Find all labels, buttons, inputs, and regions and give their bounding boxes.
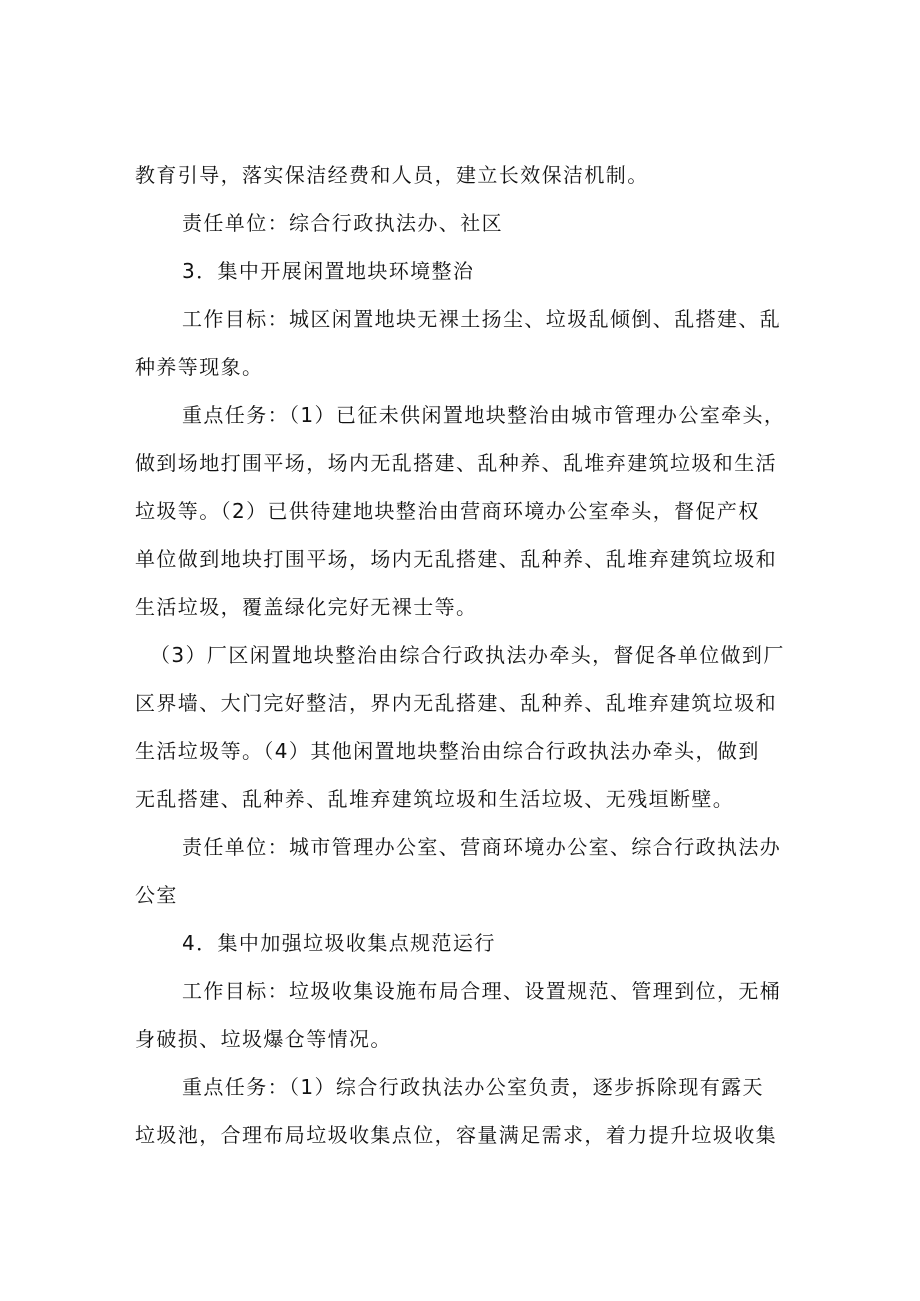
paragraph-line: 工作目标：垃圾收集设施布局合理、设置规范、管理到位，无桶 (182, 979, 782, 1003)
paragraph-line: 重点任务：（1）已征未供闲置地块整治由城市管理办公室牵头， (182, 403, 786, 427)
paragraph-line: 教育引导，落实保洁经费和人员，建立长效保洁机制。 (135, 163, 649, 187)
paragraph-line: （3）厂区闲置地块整治由综合行政执法办牵头，督促各单位做到厂 (150, 643, 785, 667)
paragraph-line: 生活垃圾等。（4）其他闲置地块整治由综合行政执法办牵头，做到 (135, 739, 760, 763)
paragraph-line: 无乱搭建、乱种养、乱堆弃建筑垃圾和生活垃圾、无残垣断壁。 (135, 787, 735, 811)
paragraph-line: 公室 (135, 883, 178, 907)
paragraph-line: 生活垃圾，覆盖绿化完好无裸士等。 (135, 595, 478, 619)
paragraph-line: 身破损、垃圾爆仓等情况。 (135, 1027, 392, 1051)
paragraph-line: 工作目标：城区闲置地块无裸土扬尘、垃圾乱倾倒、乱搭建、乱 (182, 307, 782, 331)
paragraph-line: 垃圾池，合理布局垃圾收集点位，容量满足需求，着力提升垃圾收集 (135, 1123, 777, 1147)
paragraph-line: 单位做到地块打围平场，场内无乱搭建、乱种养、乱堆弃建筑垃圾和 (135, 547, 777, 571)
paragraph-line: 责任单位：城市管理办公室、营商环境办公室、综合行政执法办 (182, 835, 782, 859)
section-heading: 4．集中加强垃圾收集点规范运行 (182, 931, 496, 955)
paragraph-line: 责任单位：综合行政执法办、社区 (182, 211, 503, 235)
paragraph-line: 做到场地打围平场，场内无乱搭建、乱种养、乱堆弃建筑垃圾和生活 (135, 451, 777, 475)
paragraph-line: 重点任务：（1）综合行政执法办公室负责，逐步拆除现有露天 (182, 1075, 764, 1099)
paragraph-line: 区界墙、大门完好整洁，界内无乱搭建、乱种养、乱堆弃建筑垃圾和 (135, 691, 777, 715)
paragraph-line: 垃圾等。（2）已供待建地块整治由营商环境办公室牵头，督促产权 (135, 499, 760, 523)
paragraph-line: 种养等现象。 (135, 355, 264, 379)
section-heading: 3．集中开展闲置地块环境整治 (182, 259, 475, 283)
